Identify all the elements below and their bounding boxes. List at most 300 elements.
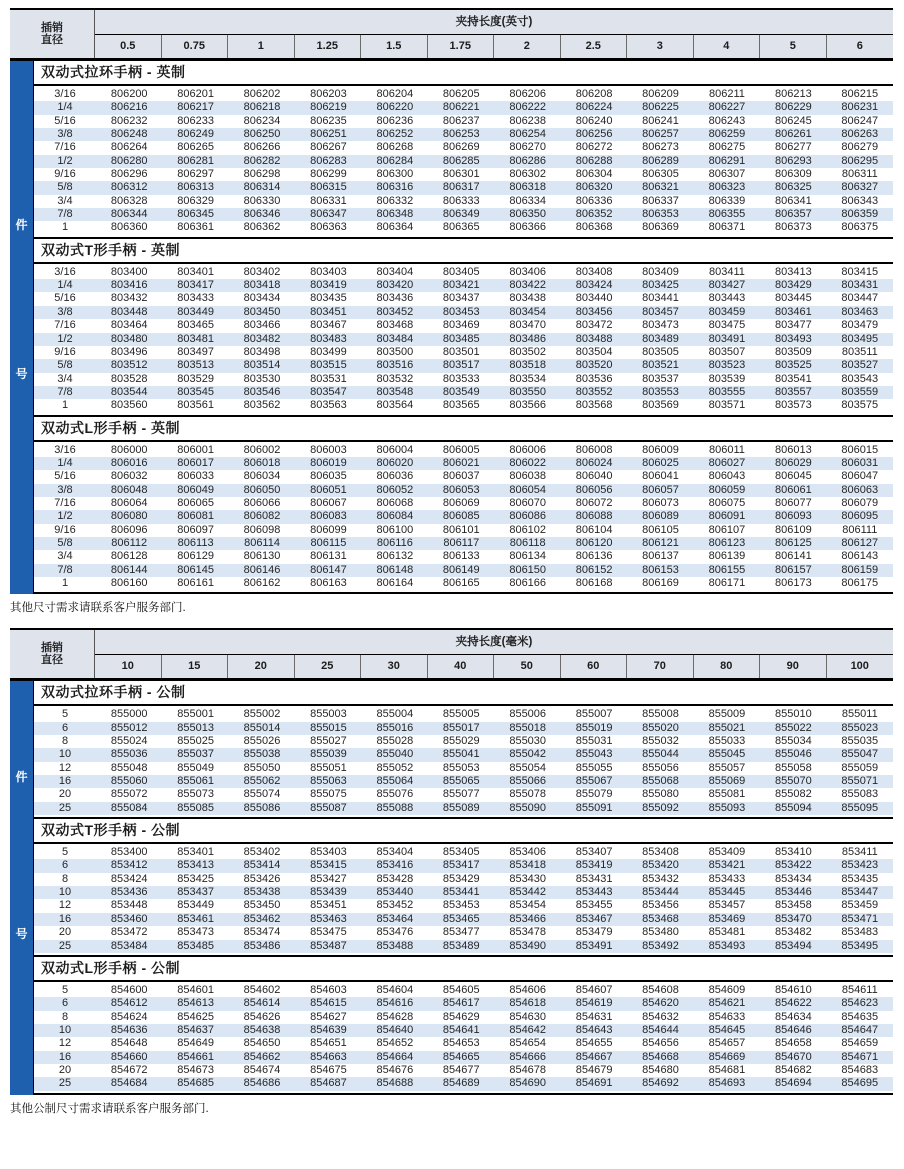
- part-number-cell: 854661: [177, 1050, 214, 1063]
- part-number-cell: 855062: [243, 775, 281, 788]
- part-number-cell: 806337: [642, 194, 679, 207]
- part-number-cell: 854615: [310, 997, 347, 1010]
- table-row: [34, 292, 893, 305]
- part-number-cell: 854668: [642, 1050, 679, 1063]
- part-number-cell: 855095: [841, 801, 879, 814]
- part-number-cell: 853442: [509, 886, 547, 899]
- part-number-cell: 855092: [642, 801, 679, 814]
- table-row: [34, 101, 893, 114]
- part-number-cell: 854623: [841, 997, 879, 1010]
- part-number-cell: 806349: [442, 208, 480, 221]
- part-number-cell: 854627: [310, 1010, 347, 1023]
- diameter-label: 10: [58, 748, 72, 761]
- part-number-cell: 853462: [243, 912, 281, 925]
- part-number-cell: 853435: [841, 872, 879, 885]
- part-number-cell: 803533: [442, 372, 480, 385]
- diameter-label: 10: [58, 1023, 72, 1036]
- table-row: [34, 497, 893, 510]
- part-number-cell: 806086: [509, 510, 547, 523]
- table-row: [34, 319, 893, 332]
- part-number-cell: 854686: [243, 1077, 281, 1090]
- part-number-cell: 803539: [708, 372, 746, 385]
- part-number-cell: 855061: [177, 775, 214, 788]
- part-number-cell: 853429: [442, 872, 480, 885]
- footer-note-metric: 其他公制尺寸需求请联系客户服务部门.: [10, 1102, 209, 1115]
- column-header: 5: [760, 35, 827, 58]
- section-rows: [34, 86, 893, 237]
- part-number-cell: 806045: [775, 470, 812, 483]
- diameter-label: 7/8: [57, 563, 73, 576]
- part-number-cell: 803465: [177, 319, 214, 332]
- diameter-label: 8: [61, 1010, 69, 1023]
- part-number-cell: 853441: [442, 886, 480, 899]
- part-number-cell: 855012: [110, 721, 148, 734]
- part-number-cell: 853468: [642, 912, 679, 925]
- table-row: [34, 221, 893, 234]
- part-number-cell: 855043: [575, 748, 613, 761]
- part-number-cell: 855063: [310, 775, 347, 788]
- part-number-cell: 806272: [575, 141, 613, 154]
- part-number-cell: 803546: [243, 385, 281, 398]
- diameter-label: 12: [58, 899, 72, 912]
- column-header: 70: [627, 655, 694, 678]
- part-number-cell: 806050: [243, 483, 281, 496]
- part-number-cell: 803405: [442, 265, 480, 278]
- diameter-label: 20: [58, 788, 72, 801]
- part-number-cell: 853423: [841, 859, 879, 872]
- part-number-cell: 853413: [177, 859, 214, 872]
- part-number-cell: 806144: [110, 563, 148, 576]
- table-row: [34, 484, 893, 497]
- part-number-cell: 803573: [775, 399, 812, 412]
- table-row: [34, 373, 893, 386]
- part-number-cell: 803502: [509, 345, 547, 358]
- part-number-cell: 803552: [575, 385, 613, 398]
- diameter-label: 5/8: [57, 536, 73, 549]
- part-number-cell: 806043: [708, 470, 746, 483]
- part-number-cell: 855074: [243, 788, 281, 801]
- part-number-cell: 806359: [841, 208, 879, 221]
- part-number-cell: 806252: [376, 128, 414, 141]
- part-number-cell: 854674: [243, 1063, 281, 1076]
- part-number-cell: 803469: [442, 319, 480, 332]
- part-number-cell: 803537: [642, 372, 679, 385]
- part-number-cell: 803553: [642, 385, 679, 398]
- table-row: [34, 775, 893, 788]
- table-row: [34, 846, 893, 859]
- part-number-cell: 855057: [708, 761, 746, 774]
- part-number-cell: 855027: [310, 735, 347, 748]
- part-number-cell: 803547: [310, 385, 347, 398]
- part-number-cell: 803402: [243, 265, 281, 278]
- table-row: [34, 444, 893, 457]
- part-number-cell: 806313: [177, 181, 214, 194]
- part-number-side-strip: [10, 61, 33, 594]
- part-number-cell: 855020: [642, 721, 679, 734]
- part-number-cell: 855019: [575, 721, 613, 734]
- part-number-cell: 806161: [177, 577, 214, 589]
- part-number-cell: 803415: [841, 265, 879, 278]
- part-number-cell: 855039: [310, 748, 347, 761]
- part-number-cell: 853430: [509, 872, 547, 885]
- part-number-cell: 855009: [708, 708, 746, 721]
- diameter-label: 3/4: [57, 550, 73, 563]
- part-number-cell: 806152: [575, 563, 613, 576]
- part-number-cell: 806229: [775, 101, 812, 114]
- part-number-cell: 853437: [177, 886, 214, 899]
- table-row: [34, 168, 893, 181]
- part-number-cell: 853474: [243, 926, 281, 939]
- part-number-cell: 803424: [575, 279, 613, 292]
- part-number-cell: 854667: [575, 1050, 613, 1063]
- part-number-cell: 806083: [310, 510, 347, 523]
- part-number-cell: 806040: [575, 470, 613, 483]
- part-number-cell: 806243: [708, 114, 746, 127]
- table-row: [34, 115, 893, 128]
- part-number-cell: 806003: [310, 443, 347, 456]
- diameter-label: 5: [61, 846, 69, 859]
- part-number-cell: 806265: [177, 141, 214, 154]
- part-number-cell: 806149: [442, 563, 480, 576]
- column-header: 25: [295, 655, 362, 678]
- part-number-cell: 803461: [775, 305, 812, 318]
- diameter-label: 16: [58, 775, 72, 788]
- part-number-cell: 853486: [243, 939, 281, 952]
- part-number-cell: 806141: [775, 550, 812, 563]
- part-number-cell: 854632: [642, 1010, 679, 1023]
- table-row: [34, 524, 893, 537]
- table-row: [34, 208, 893, 221]
- diameter-label: 3/16: [54, 88, 76, 100]
- part-number-cell: 806213: [775, 88, 812, 100]
- part-number-cell: 854664: [376, 1050, 414, 1063]
- part-number-cell: 853495: [841, 939, 879, 952]
- part-number-cell: 854665: [442, 1050, 480, 1063]
- part-number-cell: 806282: [243, 154, 281, 167]
- part-number-cell: 853454: [509, 899, 547, 912]
- diameter-label: 12: [58, 1037, 72, 1050]
- part-number-cell: 803523: [708, 359, 746, 372]
- part-number-cell: 803481: [177, 332, 214, 345]
- diameter-label: 5: [61, 983, 69, 996]
- part-number-cell: 806095: [841, 510, 879, 523]
- part-number-cell: 806285: [442, 154, 480, 167]
- part-number-cell: 806345: [177, 208, 214, 221]
- diameter-label: 16: [58, 912, 72, 925]
- diameter-label: 3/16: [54, 265, 76, 278]
- part-number-cell: 803453: [442, 305, 480, 318]
- part-number-cell: 854605: [442, 983, 480, 996]
- part-number-cell: 806101: [442, 523, 480, 536]
- part-number-cell: 806107: [708, 523, 746, 536]
- part-number-cell: 806299: [310, 168, 347, 181]
- clamp-length-span-header: 夹持长度(毫米): [95, 630, 893, 655]
- part-number-cell: 803467: [310, 319, 347, 332]
- part-number-cell: 806134: [509, 550, 547, 563]
- part-number-cell: 853476: [376, 926, 414, 939]
- part-number-cell: 853480: [642, 926, 679, 939]
- part-number-cell: 854636: [110, 1023, 148, 1036]
- part-number-cell: 855021: [708, 721, 746, 734]
- part-number-cell: 854654: [509, 1037, 547, 1050]
- part-number-cell: 806027: [708, 456, 746, 469]
- diameter-label: 3/4: [57, 372, 73, 385]
- table-row: [34, 859, 893, 872]
- part-number-cell: 806175: [841, 577, 879, 589]
- part-number-cell: 855042: [509, 748, 547, 761]
- part-number-cell: 806024: [575, 456, 613, 469]
- part-number-cell: 854624: [110, 1010, 148, 1023]
- part-number-cell: 854689: [442, 1077, 480, 1090]
- part-number-cell: 806364: [376, 221, 414, 234]
- part-number-cell: 806128: [110, 550, 148, 563]
- part-number-cell: 806081: [177, 510, 214, 523]
- part-number-cell: 855093: [708, 801, 746, 814]
- part-number-cell: 803416: [110, 279, 148, 292]
- part-number-cell: 803557: [775, 385, 812, 398]
- part-number-cell: 806115: [310, 536, 347, 549]
- table-section: [34, 957, 893, 1095]
- table-body: [10, 61, 893, 594]
- part-number-cell: 803435: [310, 292, 347, 305]
- part-number-cell: 854651: [310, 1037, 347, 1050]
- part-number-cell: 803452: [376, 305, 414, 318]
- part-number-cell: 853493: [708, 939, 746, 952]
- part-number-cell: 854613: [177, 997, 214, 1010]
- part-number-cell: 806148: [376, 563, 414, 576]
- table-header: [10, 8, 893, 61]
- column-header: 90: [760, 655, 827, 678]
- part-number-cell: 854682: [775, 1063, 812, 1076]
- part-number-cell: 853409: [708, 846, 746, 859]
- part-number-cell: 854669: [708, 1050, 746, 1063]
- table-row: [34, 470, 893, 483]
- diameter-label: 5/16: [54, 292, 76, 305]
- part-number-cell: 855030: [509, 735, 547, 748]
- part-number-cell: 853449: [177, 899, 214, 912]
- part-number-cell: 803497: [177, 345, 214, 358]
- table-section: [34, 681, 893, 819]
- part-number-cell: 806307: [708, 168, 746, 181]
- part-number-cell: 853433: [708, 872, 746, 885]
- part-number-cell: 855045: [708, 748, 746, 761]
- table-row: [34, 1037, 893, 1050]
- part-number-cell: 806247: [841, 114, 879, 127]
- part-number-cell: 854616: [376, 997, 414, 1010]
- part-number-cell: 803418: [243, 279, 281, 292]
- part-number-cell: 855017: [442, 721, 480, 734]
- part-number-cell: 806036: [376, 470, 414, 483]
- diameter-label: 25: [58, 1077, 72, 1090]
- part-number-cell: 854631: [575, 1010, 613, 1023]
- part-number-cell: 855086: [243, 801, 281, 814]
- part-number-cell: 855032: [642, 735, 679, 748]
- part-number-cell: 855081: [708, 788, 746, 801]
- part-number-cell: 853406: [509, 846, 547, 859]
- table-row: [34, 1011, 893, 1024]
- part-number-cell: 854649: [177, 1037, 214, 1050]
- column-header: 2.5: [561, 35, 628, 58]
- part-number-cell: 806300: [376, 168, 414, 181]
- part-number-cell: 803571: [708, 399, 746, 412]
- part-number-cell: 855022: [775, 721, 812, 734]
- diameter-label: 5: [61, 708, 69, 721]
- part-number-cell: 855025: [177, 735, 214, 748]
- part-number-cell: 855090: [509, 801, 547, 814]
- part-number-cell: 806019: [310, 456, 347, 469]
- part-number-cell: 806341: [775, 194, 812, 207]
- part-number-cell: 854685: [177, 1077, 214, 1090]
- part-number-cell: 803532: [376, 372, 414, 385]
- part-number-cell: 853407: [575, 846, 613, 859]
- diameter-label: 5/8: [57, 359, 73, 372]
- part-number-cell: 854653: [442, 1037, 480, 1050]
- part-number-cell: 803564: [376, 399, 414, 412]
- diameter-label: 1/4: [57, 101, 73, 114]
- part-number-cell: 853420: [642, 859, 679, 872]
- part-number-cell: 806305: [642, 168, 679, 181]
- part-number-cell: 806237: [442, 114, 480, 127]
- part-number-cell: 806013: [775, 443, 812, 456]
- column-header: 30: [361, 655, 428, 678]
- table-row: [34, 577, 893, 590]
- column-header: 20: [228, 655, 295, 678]
- part-number-cell: 855013: [177, 721, 214, 734]
- diameter-label: 7/8: [57, 385, 73, 398]
- part-number-cell: 806240: [575, 114, 613, 127]
- table-section: [34, 819, 893, 957]
- section-rows: [34, 982, 893, 1093]
- part-number-cell: 854640: [376, 1023, 414, 1036]
- part-number-cell: 806209: [642, 88, 679, 100]
- part-number-cell: 853401: [177, 846, 214, 859]
- part-number-cell: 803464: [110, 319, 148, 332]
- part-number-cell: 855064: [376, 775, 414, 788]
- part-number-cell: 855080: [642, 788, 679, 801]
- part-number-cell: 806261: [775, 128, 812, 141]
- part-number-cell: 806173: [775, 577, 812, 589]
- section-rows: [34, 264, 893, 415]
- part-number-cell: 803518: [509, 359, 547, 372]
- column-header: 15: [162, 655, 229, 678]
- part-number-cell: 803541: [775, 372, 812, 385]
- column-header: 0.5: [95, 35, 162, 58]
- part-number-cell: 854621: [708, 997, 746, 1010]
- table-row: [34, 748, 893, 761]
- part-number-cell: 803528: [110, 372, 148, 385]
- part-number-cell: 855083: [841, 788, 879, 801]
- part-number-cell: 854678: [509, 1063, 547, 1076]
- table-row: [34, 306, 893, 319]
- part-number-cell: 806139: [708, 550, 746, 563]
- part-number-cell: 806232: [110, 114, 148, 127]
- part-number-cell: 853421: [708, 859, 746, 872]
- part-number-cell: 806057: [642, 483, 679, 496]
- part-number-cell: 854629: [442, 1010, 480, 1023]
- part-number-cell: 806053: [442, 483, 480, 496]
- part-number-cell: 853479: [575, 926, 613, 939]
- part-number-cell: 853425: [177, 872, 214, 885]
- part-number-cell: 806221: [442, 101, 480, 114]
- part-number-cell: 806347: [310, 208, 347, 221]
- part-number-cell: 803448: [110, 305, 148, 318]
- part-number-cell: 806099: [310, 523, 347, 536]
- diameter-label: 7/16: [54, 141, 76, 154]
- part-number-cell: 806332: [376, 194, 414, 207]
- part-number-cell: 803454: [509, 305, 547, 318]
- part-number-cell: 854670: [775, 1050, 812, 1063]
- part-number-cell: 803406: [509, 265, 547, 278]
- part-number-cell: 806205: [442, 88, 480, 100]
- part-number-cell: 853477: [442, 926, 480, 939]
- table-row: [34, 708, 893, 721]
- part-number-cell: 853490: [509, 939, 547, 952]
- part-number-cell: 806328: [110, 194, 148, 207]
- part-number-cell: 853463: [310, 912, 347, 925]
- diameter-label: 20: [58, 926, 72, 939]
- part-number-cell: 854602: [243, 983, 281, 996]
- part-number-cell: 855066: [509, 775, 547, 788]
- part-number-cell: 806008: [575, 443, 613, 456]
- part-number-cell: 803575: [841, 399, 879, 412]
- part-number-cell: 854614: [243, 997, 281, 1010]
- part-number-cell: 855087: [310, 801, 347, 814]
- part-number-cell: 855085: [177, 801, 214, 814]
- part-number-cell: 806220: [376, 101, 414, 114]
- part-number-cell: 806132: [376, 550, 414, 563]
- column-header-row: [95, 35, 893, 58]
- part-number-cell: 803440: [575, 292, 613, 305]
- part-number-cell: 853471: [841, 912, 879, 925]
- column-header: 1.25: [295, 35, 362, 58]
- part-number-cell: 806316: [376, 181, 414, 194]
- part-number-cell: 803413: [775, 265, 812, 278]
- part-number-cell: 806051: [310, 483, 347, 496]
- part-number-cell: 855041: [442, 748, 480, 761]
- part-number-cell: 803520: [575, 359, 613, 372]
- part-number-cell: 854650: [243, 1037, 281, 1050]
- part-number-cell: 806295: [841, 154, 879, 167]
- part-number-cell: 806204: [376, 88, 414, 100]
- part-number-cell: 855076: [376, 788, 414, 801]
- part-number-cell: 806025: [642, 456, 679, 469]
- part-number-cell: 803504: [575, 345, 613, 358]
- part-number-cell: 803493: [775, 332, 812, 345]
- part-number-cell: 806215: [841, 88, 879, 100]
- part-number-cell: 806211: [709, 88, 745, 100]
- diameter-label: 25: [58, 801, 72, 814]
- part-number-cell: 806000: [110, 443, 148, 456]
- part-number-cell: 806288: [575, 154, 613, 167]
- part-number-cell: 854633: [708, 1010, 746, 1023]
- part-number-cell: 854658: [775, 1037, 812, 1050]
- part-number-cell: 806312: [110, 181, 148, 194]
- part-number-cell: 806315: [310, 181, 347, 194]
- part-number-cell: 855010: [775, 708, 812, 721]
- part-number-cell: 806104: [575, 523, 613, 536]
- part-number-cell: 806056: [575, 483, 613, 496]
- part-number-cell: 806321: [642, 181, 679, 194]
- side-strip-label-top: 件: [15, 770, 28, 785]
- table-row: [34, 802, 893, 815]
- section-title: 双动式L形手柄 - 英制: [34, 417, 893, 442]
- table-row: [34, 762, 893, 775]
- part-number-cell: 806250: [243, 128, 281, 141]
- part-number-cell: 855035: [841, 735, 879, 748]
- section-title: 双动式T形手柄 - 公制: [34, 819, 893, 844]
- part-number-cell: 853450: [243, 899, 281, 912]
- part-number-cell: 855058: [775, 761, 812, 774]
